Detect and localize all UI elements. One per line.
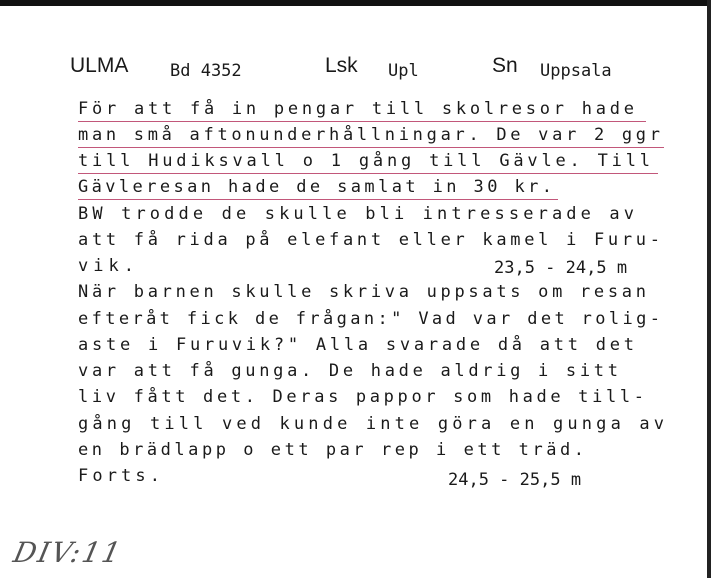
county-value: Upl xyxy=(388,61,419,81)
parish-label: Sn xyxy=(492,54,518,77)
measurement-range: 24,5 - 25,5 m xyxy=(448,470,582,490)
text-line: en brädlapp o ett par rep i ett träd. xyxy=(78,440,588,460)
text-line: vik. xyxy=(78,256,140,276)
underline-mark xyxy=(78,199,558,200)
text-line: Forts. xyxy=(78,466,165,486)
handwritten-code: DIV:11 xyxy=(10,536,126,569)
text-line: aste i Furuvik?" Alla svarade då att det xyxy=(78,335,638,355)
card-top-edge xyxy=(0,0,711,6)
text-line: var att få gunga. De hade aldrig i sitt xyxy=(78,361,622,381)
text-line: gång till ved kunde inte göra en gunga av xyxy=(78,414,669,434)
text-line: att få rida på elefant eller kamel i Furu- xyxy=(78,230,664,250)
text-line: Gävleresan hade de samlat in 30 kr. xyxy=(78,177,556,197)
measurement-range: 23,5 - 24,5 m xyxy=(494,258,628,278)
archive-number: Bd 4352 xyxy=(170,61,242,81)
underline-mark xyxy=(78,147,664,148)
text-line: man små aftonunderhållningar. De var 2 ggr xyxy=(78,125,664,145)
archive-label: ULMA xyxy=(70,54,129,77)
underline-mark xyxy=(78,121,646,122)
text-line: När barnen skulle skriva uppsats om resan xyxy=(78,282,650,302)
county-label: Lsk xyxy=(325,54,358,77)
text-line: BW trodde de skulle bli intresserade av xyxy=(78,204,639,224)
text-line: liv fått det. Deras pappor som hade till- xyxy=(78,387,648,407)
text-line: För att få in pengar till skolresor hade xyxy=(78,99,638,119)
text-line: till Hudiksvall o 1 gång till Gävle. Till xyxy=(78,151,654,171)
parish-value: Uppsala xyxy=(540,61,612,81)
underline-mark xyxy=(78,173,658,174)
text-line: efteråt fick de frågan:" Vad var det rolig- xyxy=(78,309,664,329)
card-header xyxy=(0,52,711,92)
